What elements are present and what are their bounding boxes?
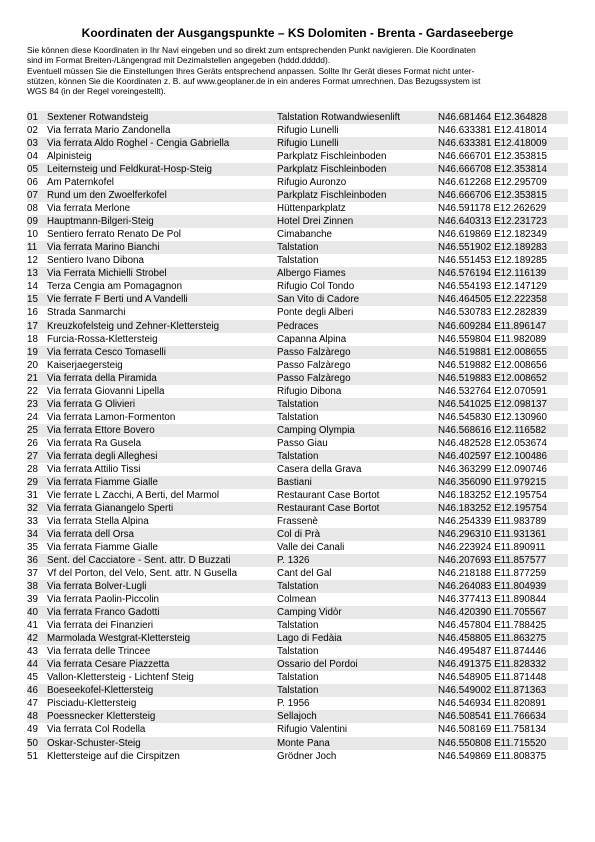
table-row (27, 606, 568, 619)
route-name: Pisciadu-Klettersteig (47, 697, 277, 710)
table-row (27, 502, 568, 515)
table-row (27, 372, 568, 385)
coordinates: N46.223924 E11.890911 (438, 541, 568, 554)
route-name: Sentiero Ivano Dibona (47, 254, 277, 267)
row-number: 09 (27, 215, 47, 228)
row-number: 32 (27, 502, 47, 515)
start-location: Monte Pana (277, 737, 438, 750)
start-location: Cimabanche (277, 228, 438, 241)
row-number: 42 (27, 632, 47, 645)
table-row (27, 333, 568, 346)
start-location: Parkplatz Fischleinboden (277, 189, 438, 202)
table-row (27, 671, 568, 684)
table-row (27, 280, 568, 293)
route-name: Via ferrata delle Trincee (47, 645, 277, 658)
table-row (27, 489, 568, 502)
row-number: 20 (27, 359, 47, 372)
row-number: 24 (27, 411, 47, 424)
coordinates: N46.296310 E11.931361 (438, 528, 568, 541)
coordinates: N46.254339 E11.983789 (438, 515, 568, 528)
table-row (27, 163, 568, 176)
route-name: Via ferrata Paolin-Piccolin (47, 593, 277, 606)
start-location: Camping Vidòr (277, 606, 438, 619)
coordinates: N46.576194 E12.116139 (438, 267, 568, 280)
table-row (27, 450, 568, 463)
row-number: 47 (27, 697, 47, 710)
start-location: Sellajoch (277, 710, 438, 723)
table-row (27, 293, 568, 306)
start-location: Frassenè (277, 515, 438, 528)
coordinates: N46.666706 E12.353815 (438, 189, 568, 202)
coordinates: N46.482528 E12.053674 (438, 437, 568, 450)
table-row (27, 554, 568, 567)
table-row (27, 320, 568, 333)
row-number: 06 (27, 176, 47, 189)
row-number: 44 (27, 658, 47, 671)
start-location: Rifugio Valentini (277, 723, 438, 736)
start-location: Grödner Joch (277, 750, 438, 763)
row-number: 40 (27, 606, 47, 619)
table-row (27, 684, 568, 697)
page-title: Koordinaten der Ausgangspunkte – KS Dolomiten - Brenta - Gardaseeberge (81, 26, 514, 40)
coordinates: N46.218188 E11.877259 (438, 567, 568, 580)
start-location: Passo Falzàrego (277, 346, 438, 359)
table-row (27, 437, 568, 450)
table-row (27, 124, 568, 137)
coordinates: N46.633381 E12.418009 (438, 137, 568, 150)
coordinates: N46.530783 E12.282839 (438, 306, 568, 319)
coordinates-table-body (27, 111, 568, 763)
route-name: Via ferrata Stella Alpina (47, 515, 277, 528)
row-number: 34 (27, 528, 47, 541)
row-number: 51 (27, 750, 47, 763)
start-location: Parkplatz Fischleinboden (277, 163, 438, 176)
row-number: 21 (27, 372, 47, 385)
coordinates: N46.619869 E12.182349 (438, 228, 568, 241)
start-location: Talstation (277, 254, 438, 267)
coordinates: N46.549002 E11.871363 (438, 684, 568, 697)
coordinates: N46.495487 E11.874446 (438, 645, 568, 658)
route-name: Via ferrata degli Alleghesi (47, 450, 277, 463)
table-row (27, 150, 568, 163)
route-name: Vallon-Klettersteig - Lichtenf Steig (47, 671, 277, 684)
route-name: Via Ferrata Michielli Strobel (47, 267, 277, 280)
route-name: Sent. del Cacciatore - Sent. attr. D Buzzati (47, 554, 277, 567)
route-name: Via ferrata Gianangelo Sperti (47, 502, 277, 515)
row-number: 14 (27, 280, 47, 293)
table-row (27, 241, 568, 254)
coordinates: N46.464505 E12.222358 (438, 293, 568, 306)
table-row (27, 424, 568, 437)
table-row (27, 346, 568, 359)
route-name: Vie ferrate L Zacchi, A Berti, del Marmol (47, 489, 277, 502)
start-location: Col di Prà (277, 528, 438, 541)
table-row (27, 737, 568, 750)
row-number: 28 (27, 463, 47, 476)
start-location: Passo Falzàrego (277, 372, 438, 385)
coordinates: N46.559804 E11.982089 (438, 333, 568, 346)
row-number: 01 (27, 111, 47, 124)
row-number: 41 (27, 619, 47, 632)
start-location: Passo Falzàrego (277, 359, 438, 372)
row-number: 22 (27, 385, 47, 398)
route-name: Vie ferrate F Berti und A Vandelli (47, 293, 277, 306)
table-row (27, 463, 568, 476)
row-number: 18 (27, 333, 47, 346)
row-number: 15 (27, 293, 47, 306)
coordinates: N46.519883 E12.008652 (438, 372, 568, 385)
route-name: Sentiero ferrato Renato De Pol (47, 228, 277, 241)
row-number: 43 (27, 645, 47, 658)
table-row (27, 645, 568, 658)
row-number: 46 (27, 684, 47, 697)
route-name: Via ferrata Fiamme Gialle (47, 541, 277, 554)
start-location: Talstation (277, 241, 438, 254)
start-location: Capanna Alpina (277, 333, 438, 346)
start-location: San Vito di Cadore (277, 293, 438, 306)
intro-line: Sie können diese Koordinaten in Ihr Navi eingeben und so direkt zum entsprechenden Punkt navigieren. Die Koordinaten (27, 45, 476, 55)
row-number: 25 (27, 424, 47, 437)
coordinates: N46.541025 E12.098137 (438, 398, 568, 411)
table-row (27, 359, 568, 372)
route-name: Via ferrata Cesare Piazzetta (47, 658, 277, 671)
row-number: 08 (27, 202, 47, 215)
coordinates: N46.532764 E12.070591 (438, 385, 568, 398)
row-number: 13 (27, 267, 47, 280)
start-location: Lago di Fedàia (277, 632, 438, 645)
row-number: 04 (27, 150, 47, 163)
coordinates: N46.207693 E11.857577 (438, 554, 568, 567)
route-name: Via ferrata Merlone (47, 202, 277, 215)
start-location: Parkplatz Fischleinboden (277, 150, 438, 163)
route-name: Via ferrata Ra Gusela (47, 437, 277, 450)
route-name: Via ferrata Franco Gadotti (47, 606, 277, 619)
coordinates: N46.681464 E12.364828 (438, 111, 568, 124)
intro-line: WGS 84 (in der Regel voreingestellt). (27, 86, 166, 97)
row-number: 07 (27, 189, 47, 202)
coordinates: N46.554193 E12.147129 (438, 280, 568, 293)
table-row (27, 189, 568, 202)
row-number: 10 (27, 228, 47, 241)
row-number: 48 (27, 710, 47, 723)
intro-line: stützen, können Sie die Koordinaten z. B. auf www.geoplaner.de in ein anderes Format umrechnen. Das Bezugssystem ist (27, 75, 481, 86)
intro-line: Eventuell müssen Sie die Einstellungen Ihres Geräts entsprechend anpassen. Sollte Ihr Gerät dieses Format nicht unter- (27, 65, 475, 76)
route-name: Kaiserjaegersteig (47, 359, 277, 372)
table-row (27, 697, 568, 710)
start-location: Hüttenparkplatz (277, 202, 438, 215)
table-row (27, 723, 568, 736)
route-name: Via ferrata Fiamme Gialle (47, 476, 277, 489)
start-location: Pedraces (277, 320, 438, 333)
start-location: P. 1956 (277, 697, 438, 710)
route-name: Via ferrata Bolver-Lugli (47, 580, 277, 593)
start-location: Talstation (277, 450, 438, 463)
table-row (27, 267, 568, 280)
row-number: 11 (27, 241, 47, 254)
start-location: Restaurant Case Bortot (277, 502, 438, 515)
table-row (27, 385, 568, 398)
route-name: Oskar-Schuster-Steig (47, 737, 277, 750)
coordinates: N46.545830 E12.130960 (438, 411, 568, 424)
row-number: 27 (27, 450, 47, 463)
start-location: Talstation (277, 645, 438, 658)
route-name: Via ferrata Cesco Tomaselli (47, 346, 277, 359)
table-row (27, 515, 568, 528)
table-row (27, 593, 568, 606)
start-location: Talstation (277, 411, 438, 424)
page-header (27, 26, 568, 96)
coordinates: N46.183252 E12.195754 (438, 502, 568, 515)
route-name: Am Paternkofel (47, 176, 277, 189)
route-name: Via ferrata Ettore Bovero (47, 424, 277, 437)
table-row (27, 476, 568, 489)
route-name: Furcia-Rossa-Klettersteig (47, 333, 277, 346)
row-number: 03 (27, 137, 47, 150)
coordinates: N46.377413 E11.890844 (438, 593, 568, 606)
start-location: Casera della Grava (277, 463, 438, 476)
table-row (27, 750, 568, 763)
table-row (27, 215, 568, 228)
start-location: Talstation Rotwandwiesenlift (277, 111, 438, 124)
coordinates: N46.420390 E11.705567 (438, 606, 568, 619)
table-row (27, 254, 568, 267)
table-row (27, 632, 568, 645)
route-name: Via ferrata Aldo Roghel - Cengia Gabriella (47, 137, 277, 150)
coordinates-table (27, 111, 568, 763)
table-row (27, 580, 568, 593)
table-row (27, 710, 568, 723)
coordinates: N46.457804 E11.788425 (438, 619, 568, 632)
start-location: Ponte degli Alberi (277, 306, 438, 319)
row-number: 38 (27, 580, 47, 593)
coordinates: N46.633381 E12.418014 (438, 124, 568, 137)
row-number: 23 (27, 398, 47, 411)
row-number: 36 (27, 554, 47, 567)
start-location: Camping Olympia (277, 424, 438, 437)
start-location: Rifugio Col Tondo (277, 280, 438, 293)
start-location: Colmean (277, 593, 438, 606)
route-name: Terza Cengia am Pomagagnon (47, 280, 277, 293)
route-name: Via ferrata dei Finanzieri (47, 619, 277, 632)
coordinates: N46.666701 E12.353815 (438, 150, 568, 163)
table-row (27, 658, 568, 671)
coordinates: N46.551902 E12.189283 (438, 241, 568, 254)
route-name: Vf del Porton, del Velo, Sent. attr. N Gusella (47, 567, 277, 580)
table-row (27, 228, 568, 241)
route-name: Poessnecker Klettersteig (47, 710, 277, 723)
route-name: Strada Sanmarchi (47, 306, 277, 319)
intro-line: sind im Format Breiten-/Längengrad mit Dezimalstellen angegeben (hddd.ddddd). (27, 55, 331, 66)
coordinates: N46.491375 E11.828332 (438, 658, 568, 671)
coordinates: N46.264083 E11.804939 (438, 580, 568, 593)
intro-text (27, 45, 568, 96)
coordinates: N46.519881 E12.008655 (438, 346, 568, 359)
route-name: Klettersteige auf die Cirspitzen (47, 750, 277, 763)
table-row (27, 176, 568, 189)
route-name: Via ferrata Mario Zandonella (47, 124, 277, 137)
route-name: Leiternsteig und Feldkurat-Hosp-Steig (47, 163, 277, 176)
row-number: 39 (27, 593, 47, 606)
coordinates: N46.519882 E12.008656 (438, 359, 568, 372)
table-row (27, 137, 568, 150)
row-number: 26 (27, 437, 47, 450)
start-location: Restaurant Case Bortot (277, 489, 438, 502)
table-row (27, 202, 568, 215)
coordinates: N46.458805 E11.863275 (438, 632, 568, 645)
route-name: Boeseekofel-Klettersteig (47, 684, 277, 697)
table-row (27, 619, 568, 632)
route-name: Via ferrata Giovanni Lipella (47, 385, 277, 398)
start-location: Bastiani (277, 476, 438, 489)
row-number: 02 (27, 124, 47, 137)
coordinates: N46.546934 E11.820891 (438, 697, 568, 710)
coordinates: N46.568616 E12.116582 (438, 424, 568, 437)
coordinates: N46.550808 E11.715520 (438, 737, 568, 750)
route-name: Hauptmann-Bilgeri-Steig (47, 215, 277, 228)
table-row (27, 398, 568, 411)
route-name: Rund um den Zwoelferkofel (47, 189, 277, 202)
start-location: Talstation (277, 684, 438, 697)
route-name: Via ferrata Col Rodella (47, 723, 277, 736)
coordinates: N46.591178 E12.262629 (438, 202, 568, 215)
route-name: Via ferrata dell Orsa (47, 528, 277, 541)
coordinates: N46.402597 E12.100486 (438, 450, 568, 463)
table-row (27, 111, 568, 124)
row-number: 12 (27, 254, 47, 267)
table-row (27, 528, 568, 541)
start-location: Passo Giau (277, 437, 438, 450)
coordinates: N46.363299 E12.090746 (438, 463, 568, 476)
row-number: 37 (27, 567, 47, 580)
start-location: Talstation (277, 398, 438, 411)
row-number: 16 (27, 306, 47, 319)
row-number: 19 (27, 346, 47, 359)
table-row (27, 411, 568, 424)
coordinates: N46.609284 E11.896147 (438, 320, 568, 333)
start-location: Valle dei Canali (277, 541, 438, 554)
route-name: Via ferrata della Piramida (47, 372, 277, 385)
coordinates: N46.549869 E11.808375 (438, 750, 568, 763)
table-row (27, 567, 568, 580)
row-number: 49 (27, 723, 47, 736)
route-name: Alpinisteig (47, 150, 277, 163)
row-number: 05 (27, 163, 47, 176)
coordinates: N46.551453 E12.189285 (438, 254, 568, 267)
start-location: Talstation (277, 619, 438, 632)
coordinates: N46.508541 E11.766634 (438, 710, 568, 723)
row-number: 35 (27, 541, 47, 554)
row-number: 33 (27, 515, 47, 528)
row-number: 50 (27, 737, 47, 750)
start-location: Ossario del Pordoi (277, 658, 438, 671)
start-location: Talstation (277, 671, 438, 684)
start-location: Rifugio Auronzo (277, 176, 438, 189)
start-location: Rifugio Dibona (277, 385, 438, 398)
route-name: Via ferrata Marino Bianchi (47, 241, 277, 254)
row-number: 29 (27, 476, 47, 489)
coordinates: N46.508169 E11.758134 (438, 723, 568, 736)
start-location: Rifugio Lunelli (277, 124, 438, 137)
start-location: P. 1326 (277, 554, 438, 567)
row-number: 31 (27, 489, 47, 502)
table-row (27, 306, 568, 319)
route-name: Kreuzkofelsteig und Zehner-Klettersteig (47, 320, 277, 333)
start-location: Talstation (277, 580, 438, 593)
route-name: Via ferrata Attilio Tissi (47, 463, 277, 476)
coordinates: N46.356090 E11.979215 (438, 476, 568, 489)
coordinates: N46.666708 E12.353814 (438, 163, 568, 176)
start-location: Cant del Gal (277, 567, 438, 580)
route-name: Via ferrata G Olivieri (47, 398, 277, 411)
table-row (27, 541, 568, 554)
start-location: Albergo Fiames (277, 267, 438, 280)
route-name: Sextener Rotwandsteig (47, 111, 277, 124)
coordinates: N46.612268 E12.295709 (438, 176, 568, 189)
route-name: Via ferrata Lamon-Formenton (47, 411, 277, 424)
row-number: 17 (27, 320, 47, 333)
coordinates: N46.183252 E12.195754 (438, 489, 568, 502)
start-location: Hotel Drei Zinnen (277, 215, 438, 228)
row-number: 45 (27, 671, 47, 684)
coordinates: N46.640313 E12.231723 (438, 215, 568, 228)
route-name: Marmolada Westgrat-Klettersteig (47, 632, 277, 645)
start-location: Rifugio Lunelli (277, 137, 438, 150)
coordinates: N46.548905 E11.871448 (438, 671, 568, 684)
